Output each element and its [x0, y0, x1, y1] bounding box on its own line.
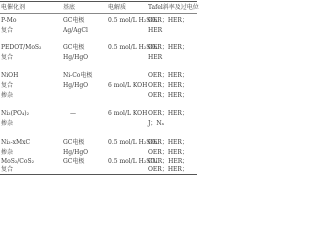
- row6-electrolyte: 0.5 mol/L H₂SO₄: [108, 158, 158, 165]
- row2-catalyst-note: 复合: [1, 54, 14, 61]
- row3-electrolyte: 6 mol/L KOH: [108, 82, 148, 89]
- row2-substrate: GC电极: [63, 44, 85, 51]
- row2-electrolyte: 0.5 mol/L H₂SO₄: [108, 44, 158, 51]
- row5-catalyst-note: 掺杂: [1, 149, 14, 156]
- row4-electrolyte: 6 mol/L KOH: [108, 110, 148, 117]
- row1-performance-2: HER: [148, 27, 163, 34]
- row5-substrate: GC电极: [63, 139, 85, 146]
- row3-catalyst: NiOH: [1, 72, 19, 79]
- row6-substrate: GC电极: [63, 158, 85, 165]
- row5-performance: OER；HER；: [148, 139, 188, 146]
- row5-catalyst: Ni₃-xMxC: [1, 139, 31, 146]
- header-electrolyte: 电解质: [108, 4, 127, 11]
- header-catalyst: 电催化剂: [1, 4, 26, 11]
- table-bottom-rule: [0, 174, 197, 175]
- header-performance: Tafel斜率及过电位: [148, 4, 199, 11]
- row1-substrate: GC电极: [63, 17, 85, 24]
- table-top-rule: [0, 1, 197, 2]
- table-header-rule: [0, 13, 197, 14]
- row1-performance: OER；HER；: [148, 17, 188, 24]
- row4-catalyst-note: 掺杂: [1, 120, 14, 127]
- row3-catalyst-note: 复合: [1, 82, 14, 89]
- row2-reference: Hg/HgO: [63, 54, 89, 61]
- row3-reference: Hg/HgO: [63, 82, 89, 89]
- row6-performance-2: OER；HER；: [148, 166, 188, 173]
- row3-substrate: Ni-Co电极: [63, 72, 93, 79]
- row6-performance: CUR；HER；: [148, 158, 189, 165]
- row1-catalyst: P-Mo: [1, 17, 17, 24]
- row4-performance: OER；HER；: [148, 110, 188, 117]
- row6-catalyst-note: 复合: [1, 166, 14, 173]
- header-substrate: 基底: [63, 4, 76, 11]
- row2-catalyst: PEDOT/MoS₂: [1, 44, 42, 51]
- row3-performance-2: OER；HER；: [148, 82, 188, 89]
- row3-performance-3: OER；HER；: [148, 92, 188, 99]
- row2-performance-2: HER: [148, 54, 163, 61]
- row1-reference: Ag/AgCl: [63, 27, 88, 34]
- row4-performance-2: J；Nₐ: [148, 120, 164, 127]
- row4-substrate: —: [70, 110, 76, 117]
- row3-catalyst-note-2: 掺杂: [1, 92, 14, 99]
- row1-catalyst-note: 复合: [1, 27, 14, 34]
- row5-reference: Hg/HgO: [63, 149, 89, 156]
- data-table: [0, 0, 197, 176]
- row2-performance: OER；HER；: [148, 44, 188, 51]
- row4-catalyst: Ni₃(PO₄)₂: [1, 110, 30, 117]
- row1-electrolyte: 0.5 mol/L H₂SO₄: [108, 17, 158, 24]
- row6-catalyst: MoS₂/CoS₂: [1, 158, 35, 165]
- row5-electrolyte: 0.5 mol/L H₂SO₄: [108, 139, 158, 146]
- row3-performance: OER；HER；: [148, 72, 188, 79]
- row5-performance-2: OER；HER；: [148, 149, 188, 156]
